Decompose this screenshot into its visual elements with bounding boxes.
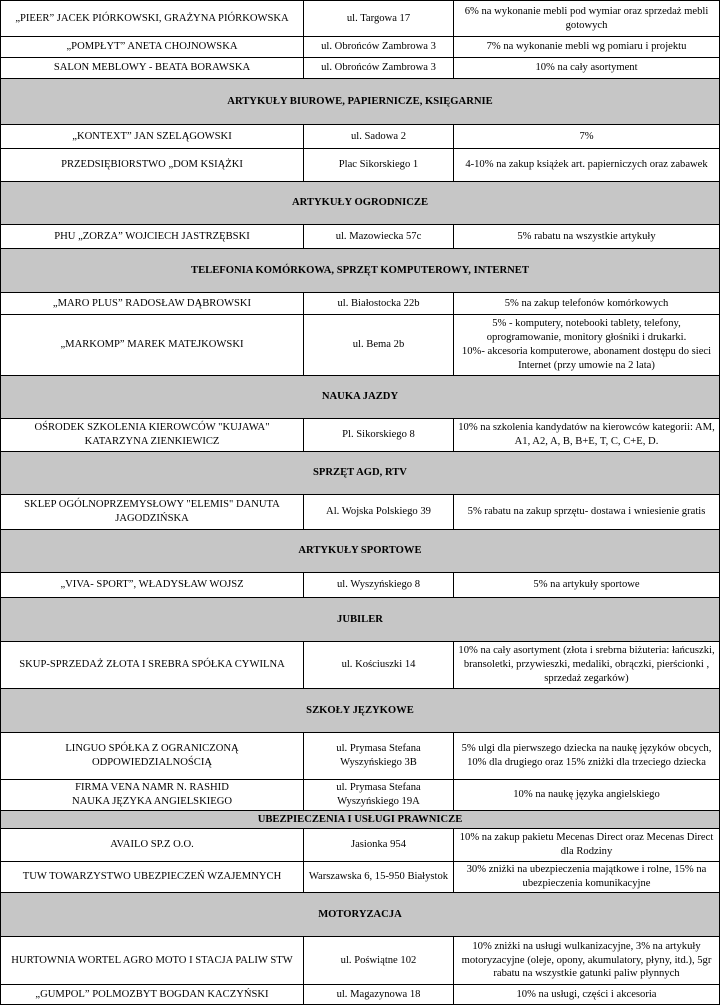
table-row xyxy=(1,780,720,811)
discount-description: 7% xyxy=(454,125,720,149)
category-row xyxy=(1,893,720,937)
company-name: „MARO PLUS” RADOSŁAW DĄBROWSKI xyxy=(1,293,304,315)
category-heading: NAUKA JAZDY xyxy=(1,376,720,419)
table-row xyxy=(1,573,720,598)
company-address: Al. Wojska Polskiego 39 xyxy=(304,495,454,530)
discount-description: 30% zniżki na ubezpieczenia majątkowe i rolne, 15% na ubezpieczenia komunikacyjne xyxy=(454,862,720,893)
company-address: Jasionka 954 xyxy=(304,829,454,862)
company-name: PHU „ZORZA” WOJCIECH JASTRZĘBSKI xyxy=(1,225,304,249)
company-address: ul. Mazowiecka 57c xyxy=(304,225,454,249)
category-heading: ARTYKUŁY SPORTOWE xyxy=(1,530,720,573)
table-row xyxy=(1,642,720,689)
company-name: AVAILO SP.Z O.O. xyxy=(1,829,304,862)
category-heading: SZKOŁY JĘZYKOWE xyxy=(1,689,720,733)
company-name: SALON MEBLOWY - BEATA BORAWSKA xyxy=(1,58,304,79)
category-row xyxy=(1,79,720,125)
category-row xyxy=(1,182,720,225)
company-address: Warszawska 6, 15-950 Białystok xyxy=(304,862,454,893)
company-address: ul. Magazynowa 18 xyxy=(304,985,454,1005)
discount-description: 5% ulgi dla pierwszego dziecka na naukę języków obcych, 10% dla drugiego oraz 15% zniżki dla trzeciego dziecka xyxy=(454,733,720,780)
table-row xyxy=(1,37,720,58)
table-row xyxy=(1,495,720,530)
category-row xyxy=(1,689,720,733)
category-heading: UBEZPIECZENIA I USŁUGI PRAWNICZE xyxy=(1,811,720,829)
category-row xyxy=(1,598,720,642)
company-address: Pl. Sikorskiego 8 xyxy=(304,419,454,452)
category-row xyxy=(1,249,720,293)
company-name: TUW TOWARZYSTWO UBEZPIECZEŃ WZAJEMNYCH xyxy=(1,862,304,893)
category-heading: JUBILER xyxy=(1,598,720,642)
company-name: SKUP-SPRZEDAŻ ZŁOTA I SREBRA SPÓŁKA CYWILNA xyxy=(1,642,304,689)
discount-description: 10% na cały asortyment xyxy=(454,58,720,79)
company-name: „MARKOMP” MAREK MATEJKOWSKI xyxy=(1,315,304,376)
category-row xyxy=(1,811,720,829)
category-row xyxy=(1,376,720,419)
table-row xyxy=(1,862,720,893)
discount-description: 10% na szkolenia kandydatów na kierowców kategorii: AM, A1, A2, A, B, B+E, T, C, C+E, D. xyxy=(454,419,720,452)
company-address: ul. Wyszyńskiego 8 xyxy=(304,573,454,598)
company-address: ul. Prymasa Stefana Wyszyńskiego 19A xyxy=(304,780,454,811)
company-name: „GUMPOL” POLMOZBYT BOGDAN KACZYŃSKI xyxy=(1,985,304,1005)
table-row xyxy=(1,125,720,149)
discount-description: 10% na naukę języka angielskiego xyxy=(454,780,720,811)
company-address: ul. Kościuszki 14 xyxy=(304,642,454,689)
company-name: „VIVA- SPORT”, WŁADYSŁAW WOJSZ xyxy=(1,573,304,598)
category-heading: TELEFONIA KOMÓRKOWA, SPRZĘT KOMPUTEROWY, INTERNET xyxy=(1,249,720,293)
company-address: ul. Obrońców Zambrowa 3 xyxy=(304,37,454,58)
discount-description: 5% na zakup telefonów komórkowych xyxy=(454,293,720,315)
discount-description: 5% na artykuły sportowe xyxy=(454,573,720,598)
table-row xyxy=(1,829,720,862)
discount-description: 10% na zakup pakietu Mecenas Direct oraz Mecenas Direct dla Rodziny xyxy=(454,829,720,862)
category-heading: ARTYKUŁY BIUROWE, PAPIERNICZE, KSIĘGARNIE xyxy=(1,79,720,125)
table-row xyxy=(1,293,720,315)
discount-description: 4-10% na zakup książek art. papierniczych oraz zabawek xyxy=(454,149,720,182)
discount-description: 5% rabatu na zakup sprzętu- dostawa i wniesienie gratis xyxy=(454,495,720,530)
discount-description: 5% - komputery, notebooki tablety, telefony, oprogramowanie, monitory głośniki i drukarki. 10%- akcesoria komputerowe, abonament dostępu do sieci Internet (przy umowie na 2 lata) xyxy=(454,315,720,376)
discount-description: 10% zniżki na usługi wulkanizacyjne, 3% na artykuły motoryzacyjne (oleje, opony, akumulatory, płyny, itd.), 5gr rabatu na wszystkie gatunki paliw płynnych xyxy=(454,937,720,985)
company-name: FIRMA VENA NAMR N. RASHID NAUKA JĘZYKA ANGIELSKIEGO xyxy=(1,780,304,811)
table-row xyxy=(1,419,720,452)
company-address: ul. Obrońców Zambrowa 3 xyxy=(304,58,454,79)
table-row xyxy=(1,58,720,79)
category-heading: MOTORYZACJA xyxy=(1,893,720,937)
discount-description: 7% na wykonanie mebli wg pomiaru i projektu xyxy=(454,37,720,58)
company-address: ul. Poświątne 102 xyxy=(304,937,454,985)
company-name: „KONTEXT” JAN SZELĄGOWSKI xyxy=(1,125,304,149)
company-name: HURTOWNIA WORTEL AGRO MOTO I STACJA PALIW STW xyxy=(1,937,304,985)
discount-description: 6% na wykonanie mebli pod wymiar oraz sprzedaż mebli gotowych xyxy=(454,1,720,37)
discount-description: 10% na cały asortyment (złota i srebrna biżuteria: łańcuszki, bransoletki, przywieszki, medaliki, obrączki, pierścionki , sprzedaż zegarków) xyxy=(454,642,720,689)
category-heading: ARTYKUŁY OGRODNICZE xyxy=(1,182,720,225)
company-name: OŚRODEK SZKOLENIA KIEROWCÓW "KUJAWA" KATARZYNA ZIENKIEWICZ xyxy=(1,419,304,452)
discount-description: 10% na usługi, części i akcesoria xyxy=(454,985,720,1005)
table-row xyxy=(1,937,720,985)
category-heading: SPRZĘT AGD, RTV xyxy=(1,452,720,495)
company-name: LINGUO SPÓŁKA Z OGRANICZONĄ ODPOWIEDZIALNOŚCIĄ xyxy=(1,733,304,780)
company-name: SKLEP OGÓLNOPRZEMYSŁOWY "ELEMIS" DANUTA JAGODZIŃSKA xyxy=(1,495,304,530)
company-address: ul. Sadowa 2 xyxy=(304,125,454,149)
table-row xyxy=(1,149,720,182)
table-row xyxy=(1,315,720,376)
discount-table-body xyxy=(1,1,720,1005)
company-address: ul. Białostocka 22b xyxy=(304,293,454,315)
company-address: ul. Targowa 17 xyxy=(304,1,454,37)
company-address: ul. Prymasa Stefana Wyszyńskiego 3B xyxy=(304,733,454,780)
company-name: „POMPŁYT” ANETA CHOJNOWSKA xyxy=(1,37,304,58)
table-row xyxy=(1,1,720,37)
company-name: „PIEER” JACEK PIÓRKOWSKI, GRAŻYNA PIÓRKOWSKA xyxy=(1,1,304,37)
category-row xyxy=(1,530,720,573)
company-name: PRZEDSIĘBIORSTWO „DOM KSIĄŻKI xyxy=(1,149,304,182)
table-row xyxy=(1,985,720,1005)
company-address: ul. Bema 2b xyxy=(304,315,454,376)
table-row xyxy=(1,225,720,249)
company-address: Plac Sikorskiego 1 xyxy=(304,149,454,182)
discount-description: 5% rabatu na wszystkie artykuły xyxy=(454,225,720,249)
table-row xyxy=(1,733,720,780)
category-row xyxy=(1,452,720,495)
